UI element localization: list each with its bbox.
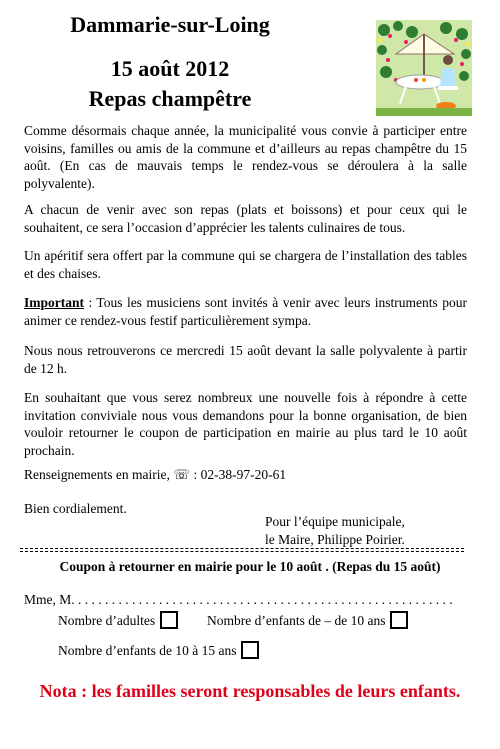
paragraph-aperitif: Un apéritif sera offert par la commune qui se chargera de l’installation des tables et des chaises. <box>24 248 467 281</box>
paragraph-musicians <box>24 294 467 329</box>
paragraph-invitation: Comme désormais chaque année, la municipalité vous convie à participer entre voisins, familles ou amis de la commune et d’ailleurs au repas champêtre du 15 août. (En cas de mauvais temps le rendez-vous se déroulera à la salle polyvalente). <box>24 123 467 191</box>
important-label: Important <box>24 295 84 310</box>
kids-under-10-checkbox[interactable] <box>390 611 408 629</box>
event-title: Repas champêtre <box>88 86 252 111</box>
kids-under-10-label: Nombre d’enfants de – de 10 ans <box>207 613 386 628</box>
signature-line-2: le Maire, Philippe Poirier. <box>265 532 405 547</box>
adults-label: Nombre d’adultes <box>58 613 156 628</box>
event-date: 15 août 2012 <box>110 56 230 81</box>
closing: Bien cordialement. <box>24 501 127 516</box>
phone-number: : 02-38-97-20-61 <box>190 467 287 482</box>
phone-icon: ☏ <box>173 467 191 482</box>
families-note: Nota : les familles seront responsables de leurs enfants. <box>39 681 461 701</box>
signature-line-1: Pour l’équipe municipale, <box>265 514 405 529</box>
cut-line <box>20 548 464 552</box>
paragraph-coupon-request: En souhaitant que vous serez nombreux une nouvelle fois à répondre à cette invitation conviviale nous vous demandons pour la bonne organisation, de bien vouloir retourner le coupon de participation en mairie au plus tard le 10 août prochain. <box>24 390 467 458</box>
kids-10-15-label: Nombre d’enfants de 10 à 15 ans <box>58 643 237 658</box>
adults-checkbox[interactable] <box>160 611 178 629</box>
kids-10-15-field <box>58 641 259 659</box>
paragraph-meeting: Nous nous retrouverons ce mercredi 15 août devant la salle polyvalente à partir de 12 h. <box>24 343 467 376</box>
kids-under-10-field <box>207 611 408 629</box>
coupon-heading: Coupon à retourner en mairie pour le 10 août . (Repas du 15 août) <box>59 559 441 574</box>
picnic-illustration <box>376 20 472 116</box>
contact-line: Renseignements en mairie, ☏ : 02-38-97-20-61 <box>24 467 287 482</box>
town-title: Dammarie-sur-Loing <box>70 12 270 37</box>
paragraph-bring-meal: A chacun de venir avec son repas (plats et boissons) et pour ceux qui le souhaitent, ce sera l’occasion d’apprécier les talents culinaires de tous. <box>24 202 467 235</box>
important-text: : Tous les musiciens sont invités à venir avec leurs instruments pour animer ce rendez-vous festif particulièrement sympa. <box>24 295 467 328</box>
kids-10-15-checkbox[interactable] <box>241 641 259 659</box>
name-field[interactable]: Mme, M. . . . . . . . . . . . . . . . . . . . . . . . . . . . . . . . . . . . . . . . . . . . . . . . . . . . . . . . . <box>24 592 453 607</box>
adults-field <box>58 611 178 629</box>
